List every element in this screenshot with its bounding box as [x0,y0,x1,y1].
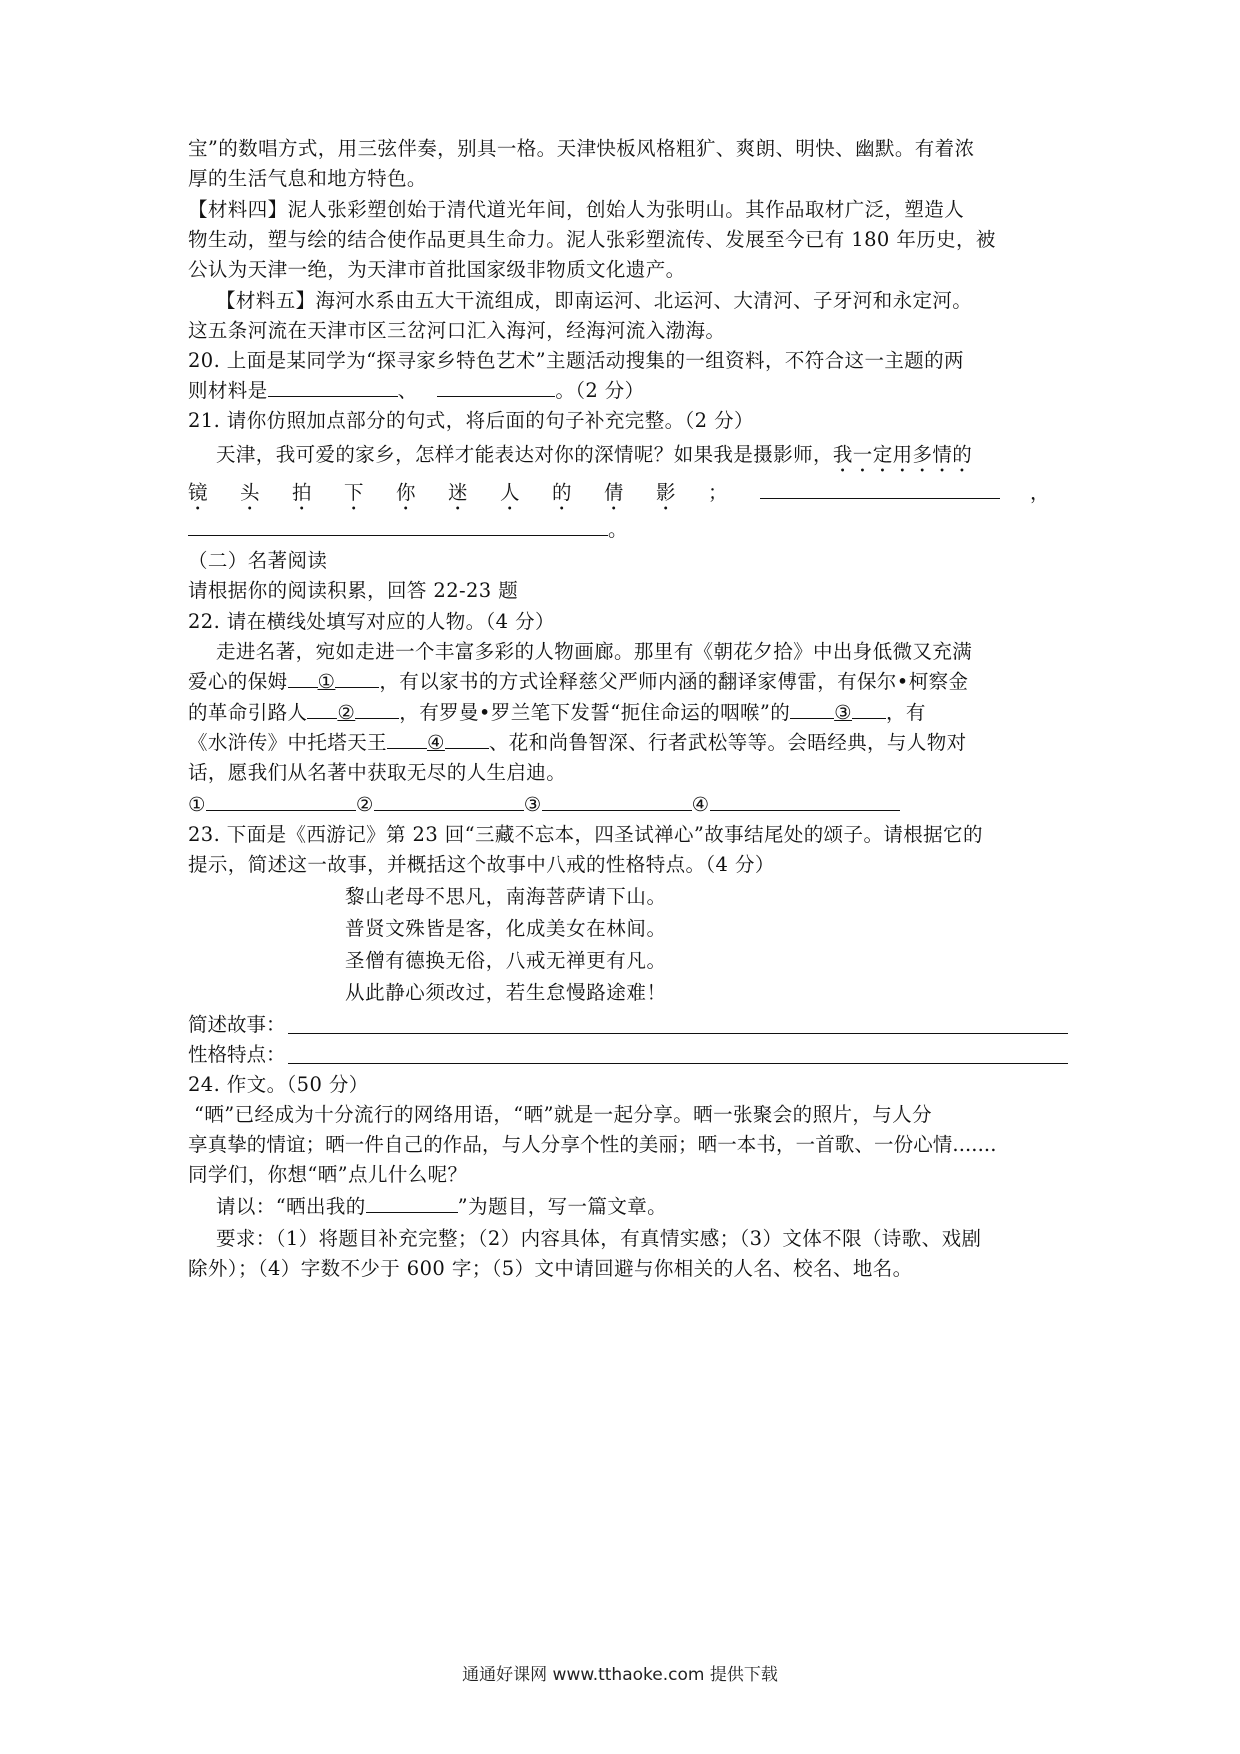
answer-number-1: ① [188,793,206,816]
poem-line: 普贤文殊皆是客，化成美女在林间。 [345,917,667,940]
q22-answer-blank-2[interactable] [374,790,524,811]
poem-line: 圣僧有德换无俗，八戒无禅更有凡。 [345,949,667,972]
dotted-char: 镜 [188,481,208,504]
q20-prefix: 则材料是 [188,379,268,402]
question-23: 23. 下面是《西游记》第 23 回“三藏不忘本，四圣试禅心”故事结尾处的颂子。请根据它的 [188,823,983,846]
question-20-answer-line [188,376,1068,406]
q22-paragraph: 走进名著，宛如走进一个丰富多彩的人物画廊。那里有《朝花夕拾》中出身低微又充满 [216,640,973,663]
q22-number-4: ④ [427,731,445,754]
q22-blank-line [335,667,379,688]
poem-line: 黎山老母不思凡，南海菩萨请下山。 [345,885,667,908]
trait-label: 性格特点： [188,1043,286,1066]
q22-answer-blank-3[interactable] [542,790,692,811]
q22-text: ，有 [886,701,926,724]
q22-paragraph [188,728,1068,758]
q22-text: 、花和尚鲁智深、行者武松等等。会晤经典，与人物对 [488,731,967,754]
q22-text: 《水浒传》中托塔天王 [188,731,388,754]
q21-period: 。 [608,518,628,541]
q21-blank-1[interactable] [760,478,1000,499]
q22-answer-blank-1[interactable] [206,790,356,811]
q22-blank-line [288,667,318,688]
semicolon: ； [708,481,728,504]
question-21-spread-line [188,478,1068,515]
essay-title-suffix: ”为题目，写一篇文章。 [457,1195,668,1218]
trait-answer-line[interactable] [288,1063,1068,1064]
q22-blank-line [852,698,886,719]
q22-text: ，有以家书的方式诠释慈父严师内涵的翻译家傅雷，有保尔•柯察金 [379,670,969,693]
dotted-char: 下 [344,481,364,504]
text-line: 公认为天津一绝，为天津市首批国家级非物质文化遗产。 [188,258,686,281]
q22-text: ，有罗曼•罗兰笔下发誓“扼住命运的咽喉”的 [399,701,791,724]
q20-blank-1[interactable] [268,376,398,397]
q22-blank-line [355,698,399,719]
text-line: 这五条河流在天津市区三岔河口汇入海河，经海河流入渤海。 [188,319,726,342]
q21-blank-2[interactable] [188,515,608,536]
dotted-char: 影 [656,481,676,504]
section-classics-heading: （二）名著阅读 [188,549,328,572]
dotted-char: 拍 [292,481,312,504]
text-line: 物生动，塑与绘的结合使作品更具生命力。泥人张彩塑流传、发展至今已有 180 年历史，被 [188,228,996,251]
essay-prompt: 同学们，你想“晒”点儿什么呢？ [188,1163,468,1186]
question-21-blank-line [188,515,1068,545]
q22-blank-line [307,698,337,719]
text-line: 宝”的数唱方式，用三弦伴奏，别具一格。天津快板风格粗犷、爽朗、明快、幽默。有着浓 [188,137,975,160]
question-20: 20. 上面是某同学为“探寻家乡特色艺术”主题活动搜集的一组资料，不符合这一主题的两 [188,349,964,372]
essay-requirements: 要求：（1）将题目补充完整；（2）内容具体，有真情实感；（3）文体不限（诗歌、戏剧 [216,1227,982,1250]
q20-blank-2[interactable] [437,376,555,397]
text-line: 厚的生活气息和地方特色。 [188,167,427,190]
question-22: 22. 请在横线处填写对应的人物。（4 分） [188,610,555,633]
trait-row [188,1040,1068,1070]
poem-line: 从此静心须改过，若生怠慢路途难！ [345,981,667,1004]
question-24: 24. 作文。（50 分） [188,1073,369,1096]
story-label: 简述故事： [188,1013,286,1036]
dotted-char: 的 [552,481,572,504]
q22-blank-line [790,698,834,719]
q22-paragraph: 话，愿我们从名著中获取无尽的人生启迪。 [188,761,567,784]
answer-number-2: ② [355,793,374,816]
dotted-char: 你 [396,481,416,504]
answer-number-4: ④ [691,793,710,816]
q22-number-3: ③ [834,701,853,724]
dotted-char: 迷 [448,481,468,504]
answer-number-3: ③ [523,793,542,816]
question-21-text [216,440,1096,477]
essay-title-prefix: 请以：“晒出我的 [216,1195,366,1218]
q21-comma: ， [1030,481,1050,504]
essay-prompt: 享真挚的情谊；晒一件自己的作品，与人分享个性的美丽；晒一本书，一首歌、一份心情....... [188,1133,997,1156]
story-summary-row [188,1010,1068,1040]
q22-paragraph [188,698,1068,728]
q21-sentence: 天津，我可爱的家乡，怎样才能表达对你的深情呢？如果我是摄影师， [216,443,833,466]
q22-paragraph [188,667,1068,697]
question-23-cont: 提示，简述这一故事，并概括这个故事中八戒的性格特点。（4 分） [188,853,775,876]
essay-prompt: “晒”已经成为十分流行的网络用语，“晒”就是一起分享。晒一张聚会的照片，与人分 [194,1103,932,1126]
q22-answer-blank-4[interactable] [710,790,900,811]
q22-blank-line [445,728,489,749]
essay-title-blank[interactable] [366,1192,458,1213]
dotted-char: 倩 [604,481,624,504]
q22-number-2: ② [337,701,356,724]
q22-text: 爱心的保姆 [188,670,288,693]
q22-number-1: ① [317,670,336,693]
question-21: 21. 请你仿照加点部分的句式，将后面的句子补充完整。（2 分） [188,409,754,432]
essay-title-instruction [216,1192,1096,1222]
q20-separator: 、 [397,379,418,402]
story-answer-line[interactable] [288,1033,1068,1034]
q22-answer-row [188,790,1068,820]
material-five-line: 【材料五】海河水系由五大干流组成，即南运河、北运河、大清河、子牙河和永定河。 [216,289,973,312]
q22-text: 的革命引路人 [188,701,308,724]
q22-blank-line [387,728,427,749]
q21-dotted-phrase: 我一定用多情的 [832,443,973,466]
dotted-char: 头 [240,481,260,504]
section-intro: 请根据你的阅读积累，回答 22-23 题 [188,579,519,602]
footer-watermark: 通通好课网 www.tthaoke.com 提供下载 [462,1665,778,1685]
essay-requirements: 除外）；（4）字数不少于 600 字；（5）文中请回避与你相关的人名、校名、地名。 [188,1257,913,1280]
q20-suffix: 。（2 分） [555,379,645,402]
dotted-char: 人 [500,481,520,504]
material-four-line: 【材料四】泥人张彩塑创始于清代道光年间，创始人为张明山。其作品取材广泛，塑造人 [188,198,965,221]
